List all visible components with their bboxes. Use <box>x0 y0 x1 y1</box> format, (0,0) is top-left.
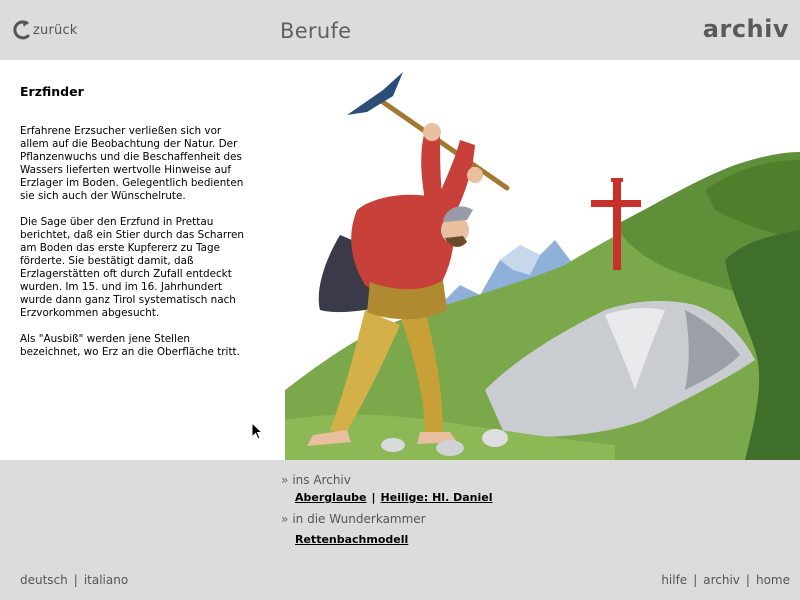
content-panel <box>0 60 800 460</box>
related-links <box>0 460 800 560</box>
footer-separator: | <box>745 573 750 587</box>
back-label: zurück <box>33 22 78 38</box>
language-switcher <box>20 573 128 587</box>
link-aberglaube[interactable]: Aberglaube <box>295 491 367 504</box>
footer-separator: | <box>693 573 698 587</box>
nav-archiv[interactable]: archiv <box>703 573 740 587</box>
lang-deutsch[interactable]: deutsch <box>20 573 68 587</box>
nav-hilfe[interactable]: hilfe <box>661 573 688 587</box>
article-paragraph: Als "Ausbiß" werden jene Stellen bezeichnet, wo Erz an die Oberfläche tritt. <box>20 333 240 358</box>
miner-figure <box>351 195 454 296</box>
brand-logo: archiv <box>702 15 789 43</box>
article-heading: Erzfinder <box>20 84 84 99</box>
wunderkammer-section-label: » in die Wunderkammer <box>281 512 426 526</box>
archiv-section-label: » ins Archiv <box>281 473 351 487</box>
nav-home[interactable]: home <box>755 573 790 587</box>
link-rettenbachmodell[interactable]: Rettenbachmodell <box>295 533 409 546</box>
raquo-icon: » <box>281 512 289 526</box>
wunderkammer-link-list <box>295 533 408 546</box>
archiv-link-list <box>295 491 492 504</box>
article-text <box>20 84 245 372</box>
miner-illustration <box>285 60 800 460</box>
header <box>0 0 800 60</box>
footer-separator: | <box>73 573 78 587</box>
lang-italiano[interactable]: italiano <box>83 573 129 587</box>
back-button[interactable] <box>13 18 78 42</box>
link-separator: | <box>371 491 376 504</box>
raquo-icon: » <box>281 473 289 487</box>
article-paragraph: Erfahrene Erzsucher verließen sich vor allem auf die Beobachtung der Natur. Der Pflanzenwuchs und die Beschaffenheit des Wassers lieferten wertvolle Hinweise auf Erzlager im Boden. Gelegentlich bedienten sie sich auch der Wünschelrute. <box>20 125 244 202</box>
back-arrow-icon <box>13 19 33 41</box>
article-paragraph: Die Sage über den Erzfund in Prettau berichtet, daß ein Stier durch das Scharren am Boden das erste Kupfererz zu Tage förderte. Sie bestätigt damit, daß Erzlagerstätten oft durch Zufall entdeckt wurden. Im 15. und im 16. Jahrhundert wurde dann ganz Tirol systematisch nach Erzvorkommen abgesucht. <box>20 216 244 319</box>
link-hl-daniel[interactable]: Heilige: Hl. Daniel <box>380 491 493 504</box>
page-title: Berufe <box>280 19 352 43</box>
mouse-cursor-icon <box>251 422 263 440</box>
footer-nav <box>661 573 790 587</box>
